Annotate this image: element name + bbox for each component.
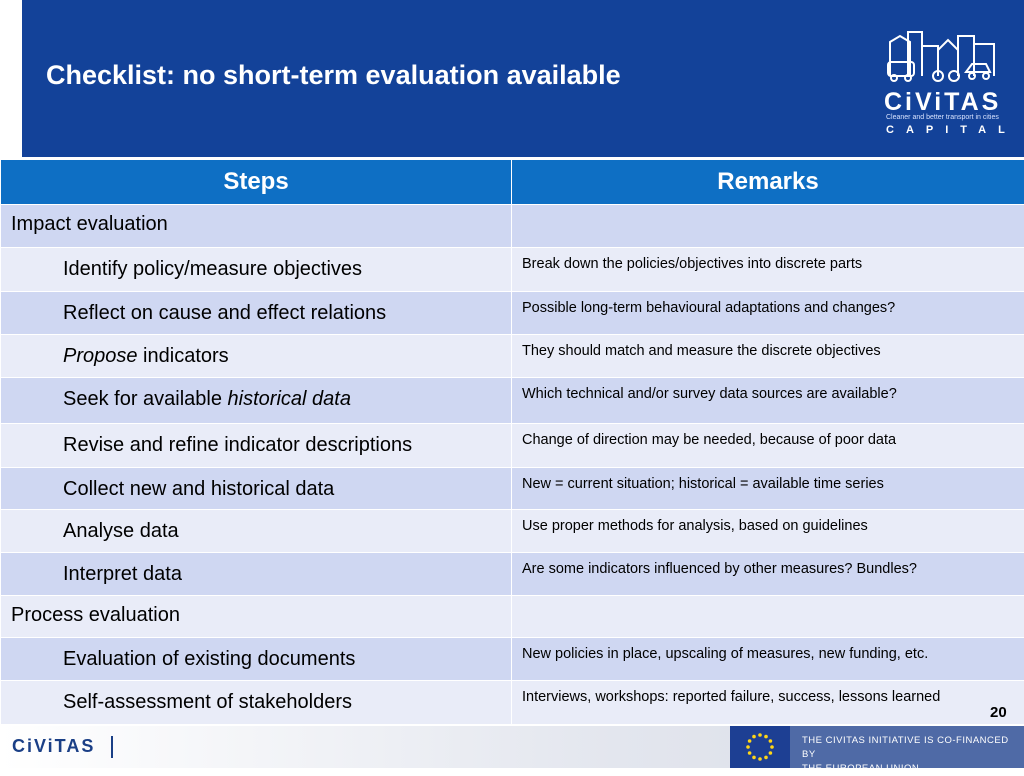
step-italic-text: historical data [228, 388, 351, 410]
step-cell: Revise and refine indicator descriptions [1, 424, 512, 468]
table-row [1, 335, 1024, 378]
page-number: 20 [990, 704, 1007, 721]
remark-cell: Break down the policies/objectives into discrete parts [512, 248, 1024, 292]
table-row [1, 468, 1024, 510]
section-label: Process evaluation [1, 596, 512, 638]
step-cell: Reflect on cause and effect relations [1, 292, 512, 335]
step-text: indicators [138, 345, 229, 367]
logo-wordmark: CiViTAS [884, 88, 1001, 117]
table-row [1, 510, 1024, 553]
remark-cell [512, 205, 1024, 248]
slide-title: Checklist: no short-term evaluation available [46, 60, 621, 91]
eu-flag-icon [730, 726, 790, 768]
remark-cell: Interviews, workshops: reported failure, success, lessons learned [512, 681, 1024, 725]
remark-cell: Are some indicators influenced by other measures? Bundles? [512, 553, 1024, 596]
step-cell [1, 378, 512, 424]
remark-cell: Possible long-term behavioural adaptations and changes? [512, 292, 1024, 335]
logo-tagline: Cleaner and better transport in cities [886, 114, 999, 121]
section-label: Impact evaluation [1, 205, 512, 248]
logo-subtitle: CAPITAL [886, 124, 1017, 136]
table-row [1, 292, 1024, 335]
table-row [1, 378, 1024, 424]
column-header-remarks: Remarks [512, 160, 1024, 205]
table-row [1, 424, 1024, 468]
table-row [1, 248, 1024, 292]
column-header-steps: Steps [1, 160, 512, 205]
step-cell: Evaluation of existing documents [1, 638, 512, 681]
footer-divider [111, 736, 113, 758]
remark-cell: Change of direction may be needed, because of poor data [512, 424, 1024, 468]
footer-logo: CiViTAS [12, 736, 95, 757]
eu-cofinancing-text [802, 734, 1024, 776]
eu-text-line: THE EUROPEAN UNION [802, 762, 1024, 776]
step-italic-text: Propose [63, 345, 138, 367]
table-row [1, 681, 1024, 725]
table-row [1, 596, 1024, 638]
step-cell: Collect new and historical data [1, 468, 512, 510]
step-cell: Identify policy/measure objectives [1, 248, 512, 292]
eu-text-line: THE CIVITAS INITIATIVE IS CO-FINANCED BY [802, 734, 1024, 762]
table-row [1, 553, 1024, 596]
table-row [1, 205, 1024, 248]
step-cell: Analyse data [1, 510, 512, 553]
table-row [1, 638, 1024, 681]
remark-cell: Which technical and/or survey data sources are available? [512, 378, 1024, 424]
remark-cell: They should match and measure the discrete objectives [512, 335, 1024, 378]
checklist-table [0, 159, 1024, 725]
step-cell: Self-assessment of stakeholders [1, 681, 512, 725]
left-strip [0, 0, 22, 157]
remark-cell [512, 596, 1024, 638]
step-cell: Interpret data [1, 553, 512, 596]
remark-cell: New = current situation; historical = available time series [512, 468, 1024, 510]
remark-cell: New policies in place, upscaling of measures, new funding, etc. [512, 638, 1024, 681]
step-text: Seek for available [63, 388, 228, 410]
step-cell [1, 335, 512, 378]
remark-cell: Use proper methods for analysis, based on guidelines [512, 510, 1024, 553]
